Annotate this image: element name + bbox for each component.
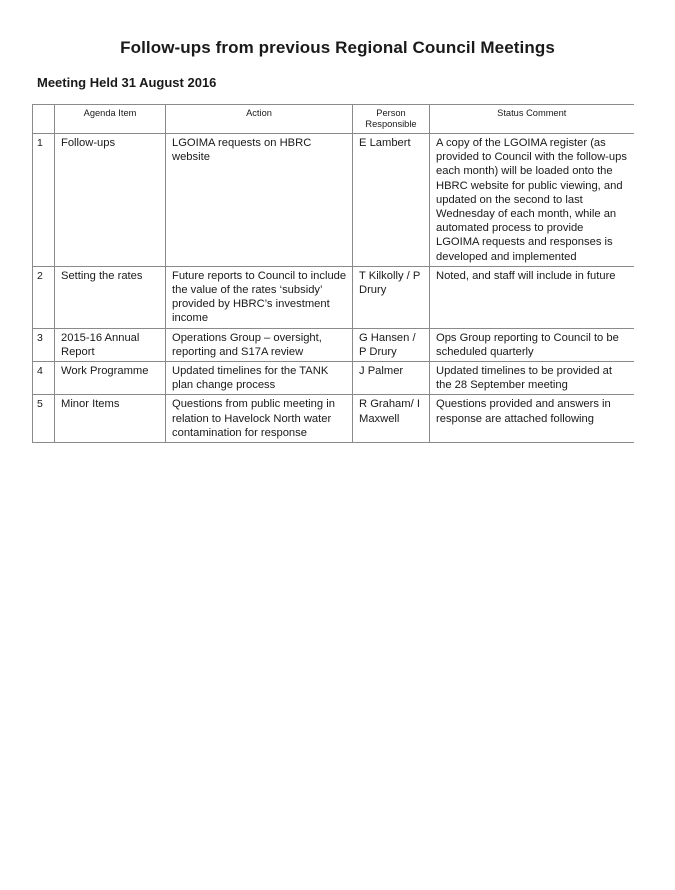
row-number: 2 <box>33 266 55 328</box>
row-person: T Kilkolly / P Drury <box>353 266 430 328</box>
row-agenda-item: Setting the rates <box>55 266 166 328</box>
meeting-heading: Meeting Held 31 August 2016 <box>37 75 217 90</box>
row-status: Updated timelines to be provided at the 28 September meeting <box>430 362 634 395</box>
row-person: E Lambert <box>353 134 430 267</box>
row-status: Noted, and staff will include in future <box>430 266 634 328</box>
table-row <box>33 395 634 443</box>
header-person-responsible: Person Responsible <box>353 105 430 134</box>
table-row <box>33 328 634 361</box>
table-row <box>33 134 634 267</box>
row-action: LGOIMA requests on HBRC website <box>166 134 353 267</box>
row-number: 5 <box>33 395 55 443</box>
followups-table <box>32 104 634 443</box>
row-status: A copy of the LGOIMA register (as provided to Council with the follow-ups each month) will be loaded onto the HBRC website for public viewing, and updated on the second to last Wednesday of each month, while an automated process to provide LGOIMA requests and responses is developed and implemented <box>430 134 634 267</box>
table-row <box>33 266 634 328</box>
header-action: Action <box>166 105 353 134</box>
row-status: Ops Group reporting to Council to be scheduled quarterly <box>430 328 634 361</box>
row-person: J Palmer <box>353 362 430 395</box>
header-status-comment: Status Comment <box>430 105 634 134</box>
row-number: 3 <box>33 328 55 361</box>
row-action: Updated timelines for the TANK plan change process <box>166 362 353 395</box>
row-action: Questions from public meeting in relation to Havelock North water contamination for response <box>166 395 353 443</box>
header-number <box>33 105 55 134</box>
row-agenda-item: Minor Items <box>55 395 166 443</box>
row-agenda-item: 2015-16 Annual Report <box>55 328 166 361</box>
row-action: Operations Group – oversight, reporting and S17A review <box>166 328 353 361</box>
document-title: Follow-ups from previous Regional Council Meetings <box>120 38 555 57</box>
row-status: Questions provided and answers in response are attached following <box>430 395 634 443</box>
row-number: 4 <box>33 362 55 395</box>
row-action: Future reports to Council to include the value of the rates ‘subsidy’ provided by HBRC’s investment income <box>166 266 353 328</box>
row-person: R Graham/ I Maxwell <box>353 395 430 443</box>
row-agenda-item: Work Programme <box>55 362 166 395</box>
table-row <box>33 362 634 395</box>
row-person: G Hansen / P Drury <box>353 328 430 361</box>
header-agenda-item: Agenda Item <box>55 105 166 134</box>
row-number: 1 <box>33 134 55 267</box>
table-header-row <box>33 105 634 134</box>
row-agenda-item: Follow-ups <box>55 134 166 267</box>
